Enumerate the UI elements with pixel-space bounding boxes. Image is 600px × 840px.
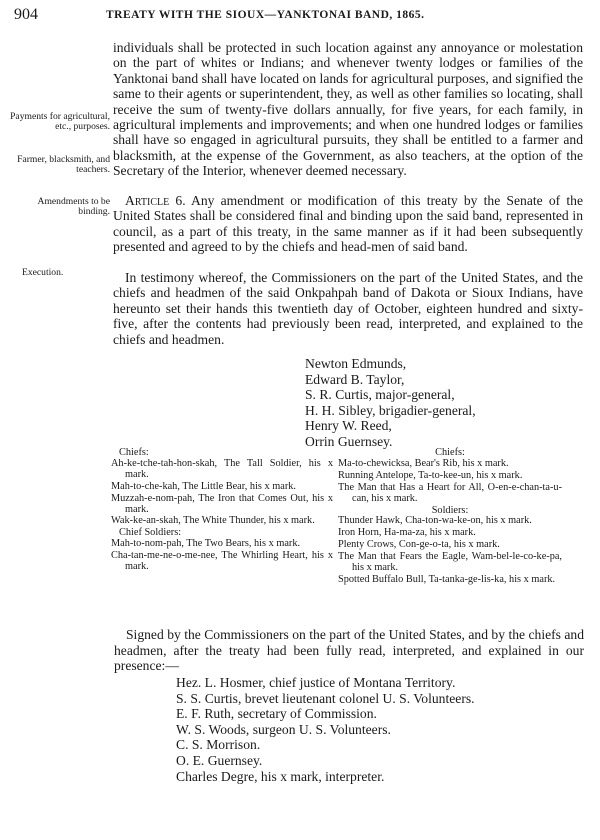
witnesses-list [176,675,475,784]
chief-signature: Wak-ke-an-skah, The White Thunder, his x mark. [111,515,315,527]
chief-signature: Cha-tan-me-ne-o-me-nee, The Whirling Heart, his x mark. [111,550,333,573]
article-6-block [113,193,583,255]
page-header [14,6,586,26]
chief-signature: Mah-to-che-kah, The Little Bear, his x mark. [111,480,296,492]
chiefs-left-column [111,448,333,574]
chief-signature: Thunder Hawk, Cha-ton-wa-ke-on, his x mark. [338,515,532,527]
chief-signature: The Man that Has a Heart for All, O-en-e-chan-ta-u-can, his x mark. [338,481,562,504]
commissioner-signature: Henry W. Reed, [305,418,392,434]
article-6-paragraph [113,193,583,255]
chiefs-right-column [338,448,562,587]
chief-signature: Mah-to-nom-pah, The Two Bears, his x mark. [111,538,301,550]
commissioner-signature: H. H. Sibley, brigadier-general, [305,402,476,418]
witness-signature: S. S. Curtis, brevet lieutenant colonel U. S. Volunteers. [176,690,475,706]
running-head: TREATY WITH THE SIOUX—YANKTONAI BAND, 1865. [106,9,425,21]
attestation-paragraph: Signed by the Commissioners on the part of the United States, and by the chiefs and headmen, after the treaty had been fully read, interpreted, and explained in our presence:— [114,627,584,674]
chief-signature: The Man that Fears the Eagle, Wam-bel-le-co-ke-pa, his x mark. [338,551,562,574]
chief-signature: Spotted Buffalo Bull, Ta-tanka-ge-lis-ka, his x mark. [338,573,556,585]
body-paragraph-1-block [113,40,583,179]
witness-signature: C. S. Morrison. [176,737,261,753]
article-6-label: Article 6. [125,193,186,208]
body-paragraph-1: individuals shall be protected in such location against any annoyance or molestation on the part of whites or Indians; and whenever twenty lodges or families of the Yanktonai band shall have located on lands for agricultural purposes, and signified the same to their agents or superintendent, they, as well as other families so locating, shall receive the sum of twenty-five dollars annually, for five years, for each family, in agricultural implements and improvements; and when one hundred lodges or families shall have so engaged in agricultural pursuits, they shall be entitled to a farmer and blacksmith, at the expense of the Government, as also teachers, at the option of the Secretary of the Interior, whenever deemed necessary. [113,40,583,179]
witness-signature: O. E. Guernsey. [176,752,263,768]
chief-signature: Running Antelope, Ta-to-kee-un, his x mark. [338,469,523,481]
witness-signature: Hez. L. Hosmer, chief justice of Montana Territory. [176,675,456,690]
margin-note-farmer: Farmer, blacksmith, and teachers. [17,154,110,175]
margin-note-execution: Execution. [22,267,64,278]
margin-note-payments: Payments for agricultural, etc., purposes. [10,111,110,132]
soldiers-heading: Soldiers: [431,504,469,516]
commissioner-signature: S. R. Curtis, major-general, [305,387,455,403]
commissioners-signatures [305,356,476,450]
testimony-paragraph: In testimony whereof, the Commissioners on the part of the United States, and the chiefs and headmen of the said Onkpahpah band of Dakota or Sioux Indians, have hereunto set their hands this twentieth day of October, eighteen hundred and sixty-five, after the contents had previously been read, interpreted, and explained to the chiefs and headmen. [113,270,583,347]
chief-signature: Ma-to-chewicksa, Bear's Rib, his x mark. [338,457,509,469]
article-6-text: Any amendment or modification of this treaty by the Senate of the United States shall be considered final and binding upon the said band, represented in council, as a part of this treaty, in the same manner as if it had been subsequently presented and agreed to by the chiefs and head-men of said band. [113,193,583,255]
witness-signature: W. S. Woods, surgeon U. S. Volunteers. [176,721,391,737]
testimony-block [113,270,583,347]
chiefs-heading: Chiefs: [435,447,465,458]
chief-signature: Iron Horn, Ha-ma-za, his x mark. [338,527,476,539]
witness-signature: E. F. Ruth, secretary of Commission. [176,706,377,722]
commissioner-signature: Edward B. Taylor, [305,371,405,387]
commissioner-signature: Orrin Guernsey. [305,433,393,449]
chief-signature: Ah-ke-tche-tah-hon-skah, The Tall Soldier, his x mark. [111,457,333,480]
chief-signature: Plenty Crows, Con-ge-o-ta, his x mark. [338,539,500,551]
page-number: 904 [14,6,38,23]
chiefs-heading: Chiefs: [119,447,149,458]
witness-signature: Charles Degre, his x mark, interpreter. [176,768,385,784]
chief-soldiers-heading: Chief Soldiers: [119,527,182,539]
commissioner-signature: Newton Edmunds, [305,356,407,371]
chief-signature: Muzzah-e-nom-pah, The Iron that Comes Out, his x mark. [111,492,333,515]
margin-note-amendments: Amendments to be binding. [37,196,110,217]
